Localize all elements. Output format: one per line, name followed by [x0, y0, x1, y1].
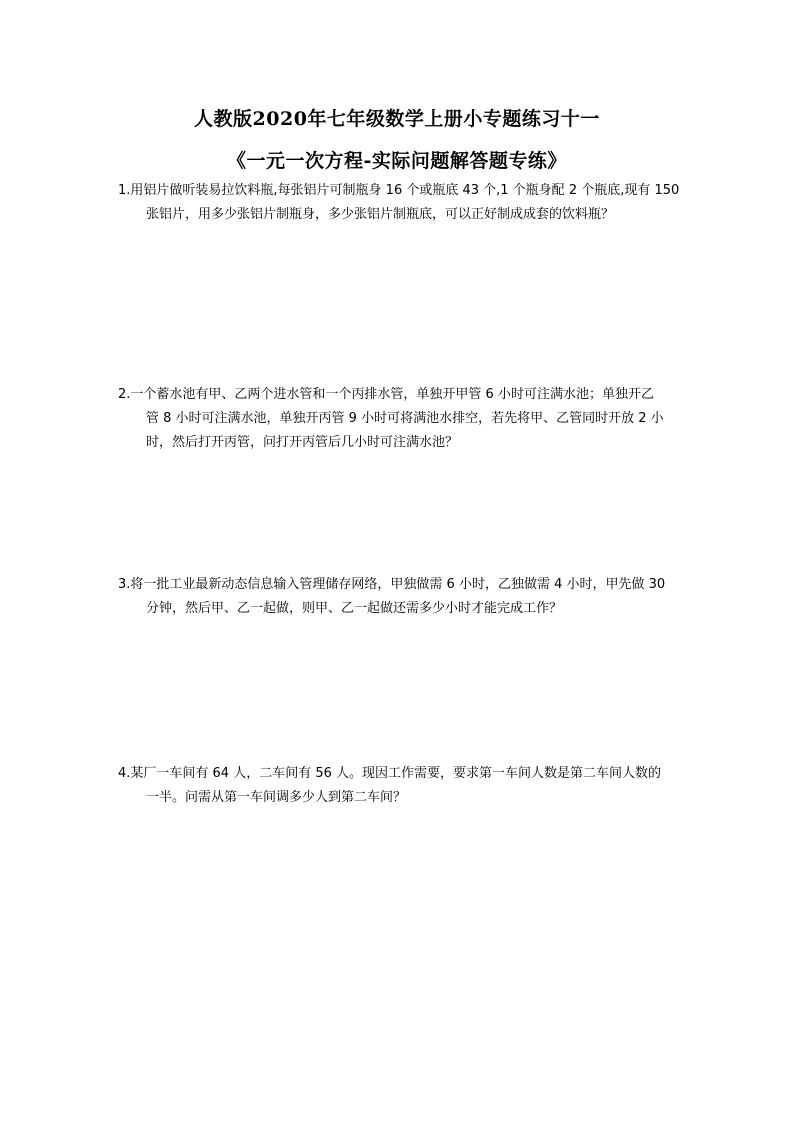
question-2-line-2: 管 8 小时可注满水池，单独开丙管 9 小时可将满池水排空，若先将甲、乙管同时开放 2 小 [146, 411, 664, 426]
question-3-line-1: 3.将一批工业最新动态信息输入管理储存网络，甲独做需 6 小时，乙独做需 4 小时，甲先做 30 [118, 577, 666, 592]
question-4-line-2: 一半。问需从第一车间调多少人到第二车间？ [146, 790, 407, 805]
question-2-line-3: 时，然后打开丙管，问打开丙管后几小时可注满水池？ [146, 435, 459, 450]
question-3-line-2: 分钟，然后甲、乙一起做，则甲、乙一起做还需多少小时才能完成工作？ [146, 601, 563, 616]
question-1 [118, 179, 708, 227]
document-title: 人教版2020年七年级数学上册小专题练习十一 [194, 108, 600, 130]
question-4 [118, 762, 708, 810]
question-1-line-2: 张铝片，用多少张铝片制瓶身，多少张铝片制瓶底，可以正好制成成套的饮料瓶？ [146, 207, 615, 222]
question-3 [118, 573, 708, 621]
question-2-line-1: 2.一个蓄水池有甲、乙两个进水管和一个丙排水管，单独开甲管 6 小时可注满水池；单独开乙 [118, 387, 654, 402]
question-1-line-1: 1.用铝片做听装易拉饮料瓶,每张铝片可制瓶身 16 个或瓶底 43 个,1 个瓶身配 2 个瓶底,现有 150 [118, 183, 680, 198]
document-subtitle: 《一元一次方程-实际问题解答题专练》 [227, 150, 567, 172]
question-2 [118, 383, 708, 455]
question-4-line-1: 4.某厂一车间有 64 人，二车间有 56 人。现因工作需要，要求第一车间人数是第二车间人数的 [118, 766, 662, 781]
